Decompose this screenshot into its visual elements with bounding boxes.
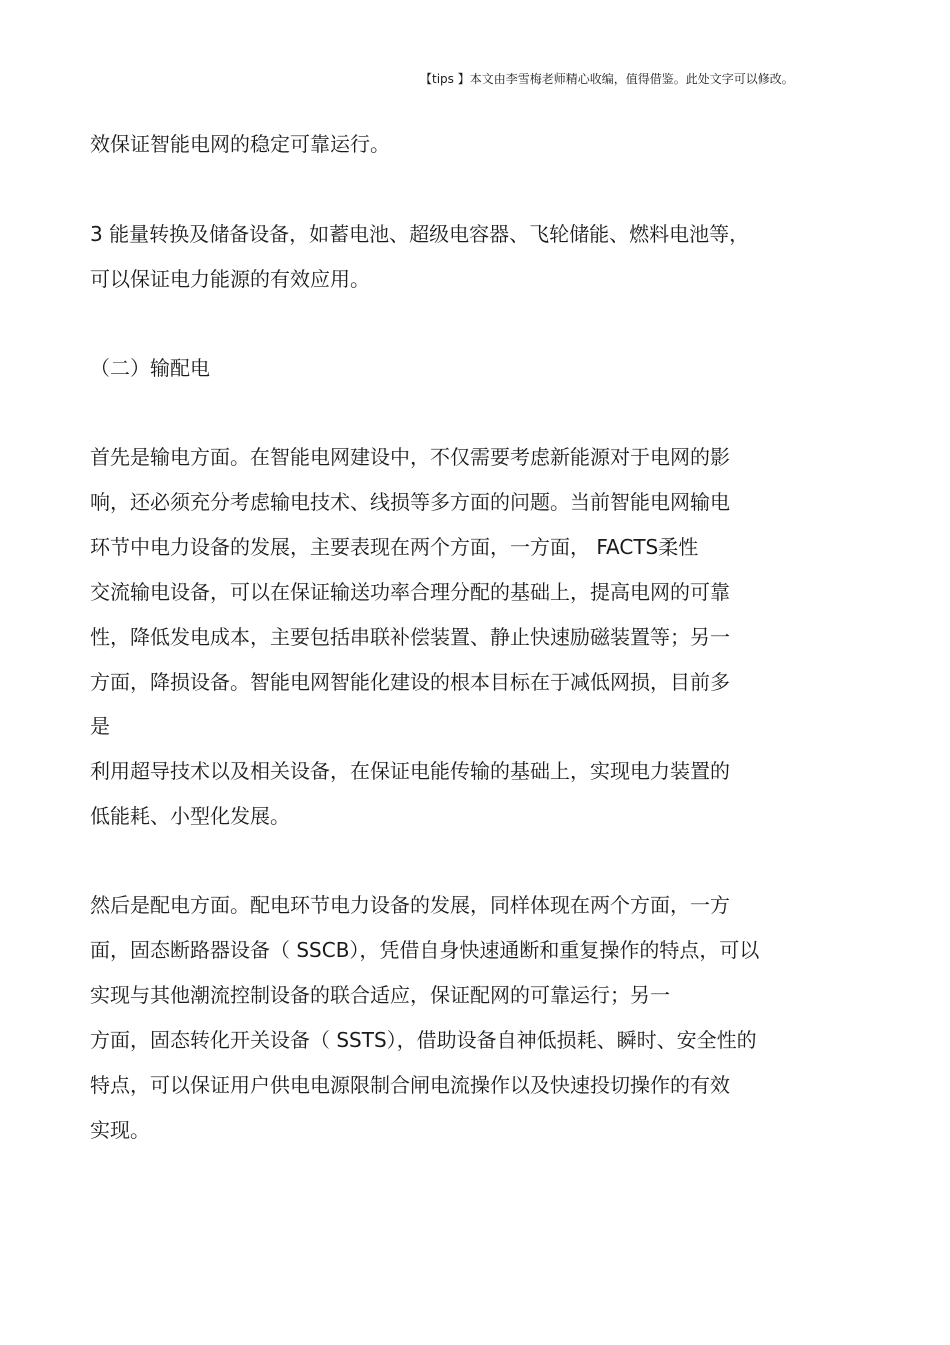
text-line: 效保证智能电网的稳定可靠运行。: [90, 132, 390, 156]
text-line: 面，固态断路器设备（ SSCB），凭借自身快速通断和重复操作的特点，可以: [90, 938, 760, 962]
text-line: 交流输电设备，可以在保证输送功率合理分配的基础上，提高电网的可靠: [90, 580, 730, 604]
text-line: 首先是输电方面。在智能电网建设中，不仅需要考虑新能源对于电网的影: [90, 445, 730, 469]
text-line: 方面，降损设备。智能电网智能化建设的根本目标在于减低网损，目前多: [90, 670, 730, 694]
text-line: 可以保证电力能源的有效应用。: [90, 267, 370, 291]
text-line: 性，降低发电成本，主要包括串联补偿装置、静止快速励磁装置等；另一: [90, 625, 730, 649]
text-line: 特点，可以保证用户供电电源限制合闸电流操作以及快速投切操作的有效: [90, 1073, 730, 1097]
section-heading: （二）输配电: [90, 356, 210, 380]
text-line: 方面，固态转化开关设备（ SSTS），借助设备自神低损耗、瞬时、安全性的: [90, 1028, 757, 1052]
text-line: 3 能量转换及储备设备，如蓄电池、超级电容器、飞轮储能、燃料电池等，: [90, 222, 750, 246]
text-line: 响，还必须充分考虑输电技术、线损等多方面的问题。当前智能电网输电: [90, 490, 730, 514]
text-line: 然后是配电方面。配电环节电力设备的发展，同样体现在两个方面，一方: [90, 893, 730, 917]
text-line: 环节中电力设备的发展，主要表现在两个方面，一方面， FACTS柔性: [90, 535, 699, 559]
text-line: 实现。: [90, 1118, 150, 1142]
tips-header: 【tips 】本文由李雪梅老师精心收编，值得借鉴。此处文字可以修改。: [420, 72, 794, 86]
text-line: 实现与其他潮流控制设备的联合适应，保证配网的可靠运行；另一: [90, 983, 670, 1007]
text-line: 是: [90, 714, 110, 738]
text-line: 低能耗、小型化发展。: [90, 804, 290, 828]
text-line: 利用超导技术以及相关设备，在保证电能传输的基础上，实现电力装置的: [90, 759, 730, 783]
